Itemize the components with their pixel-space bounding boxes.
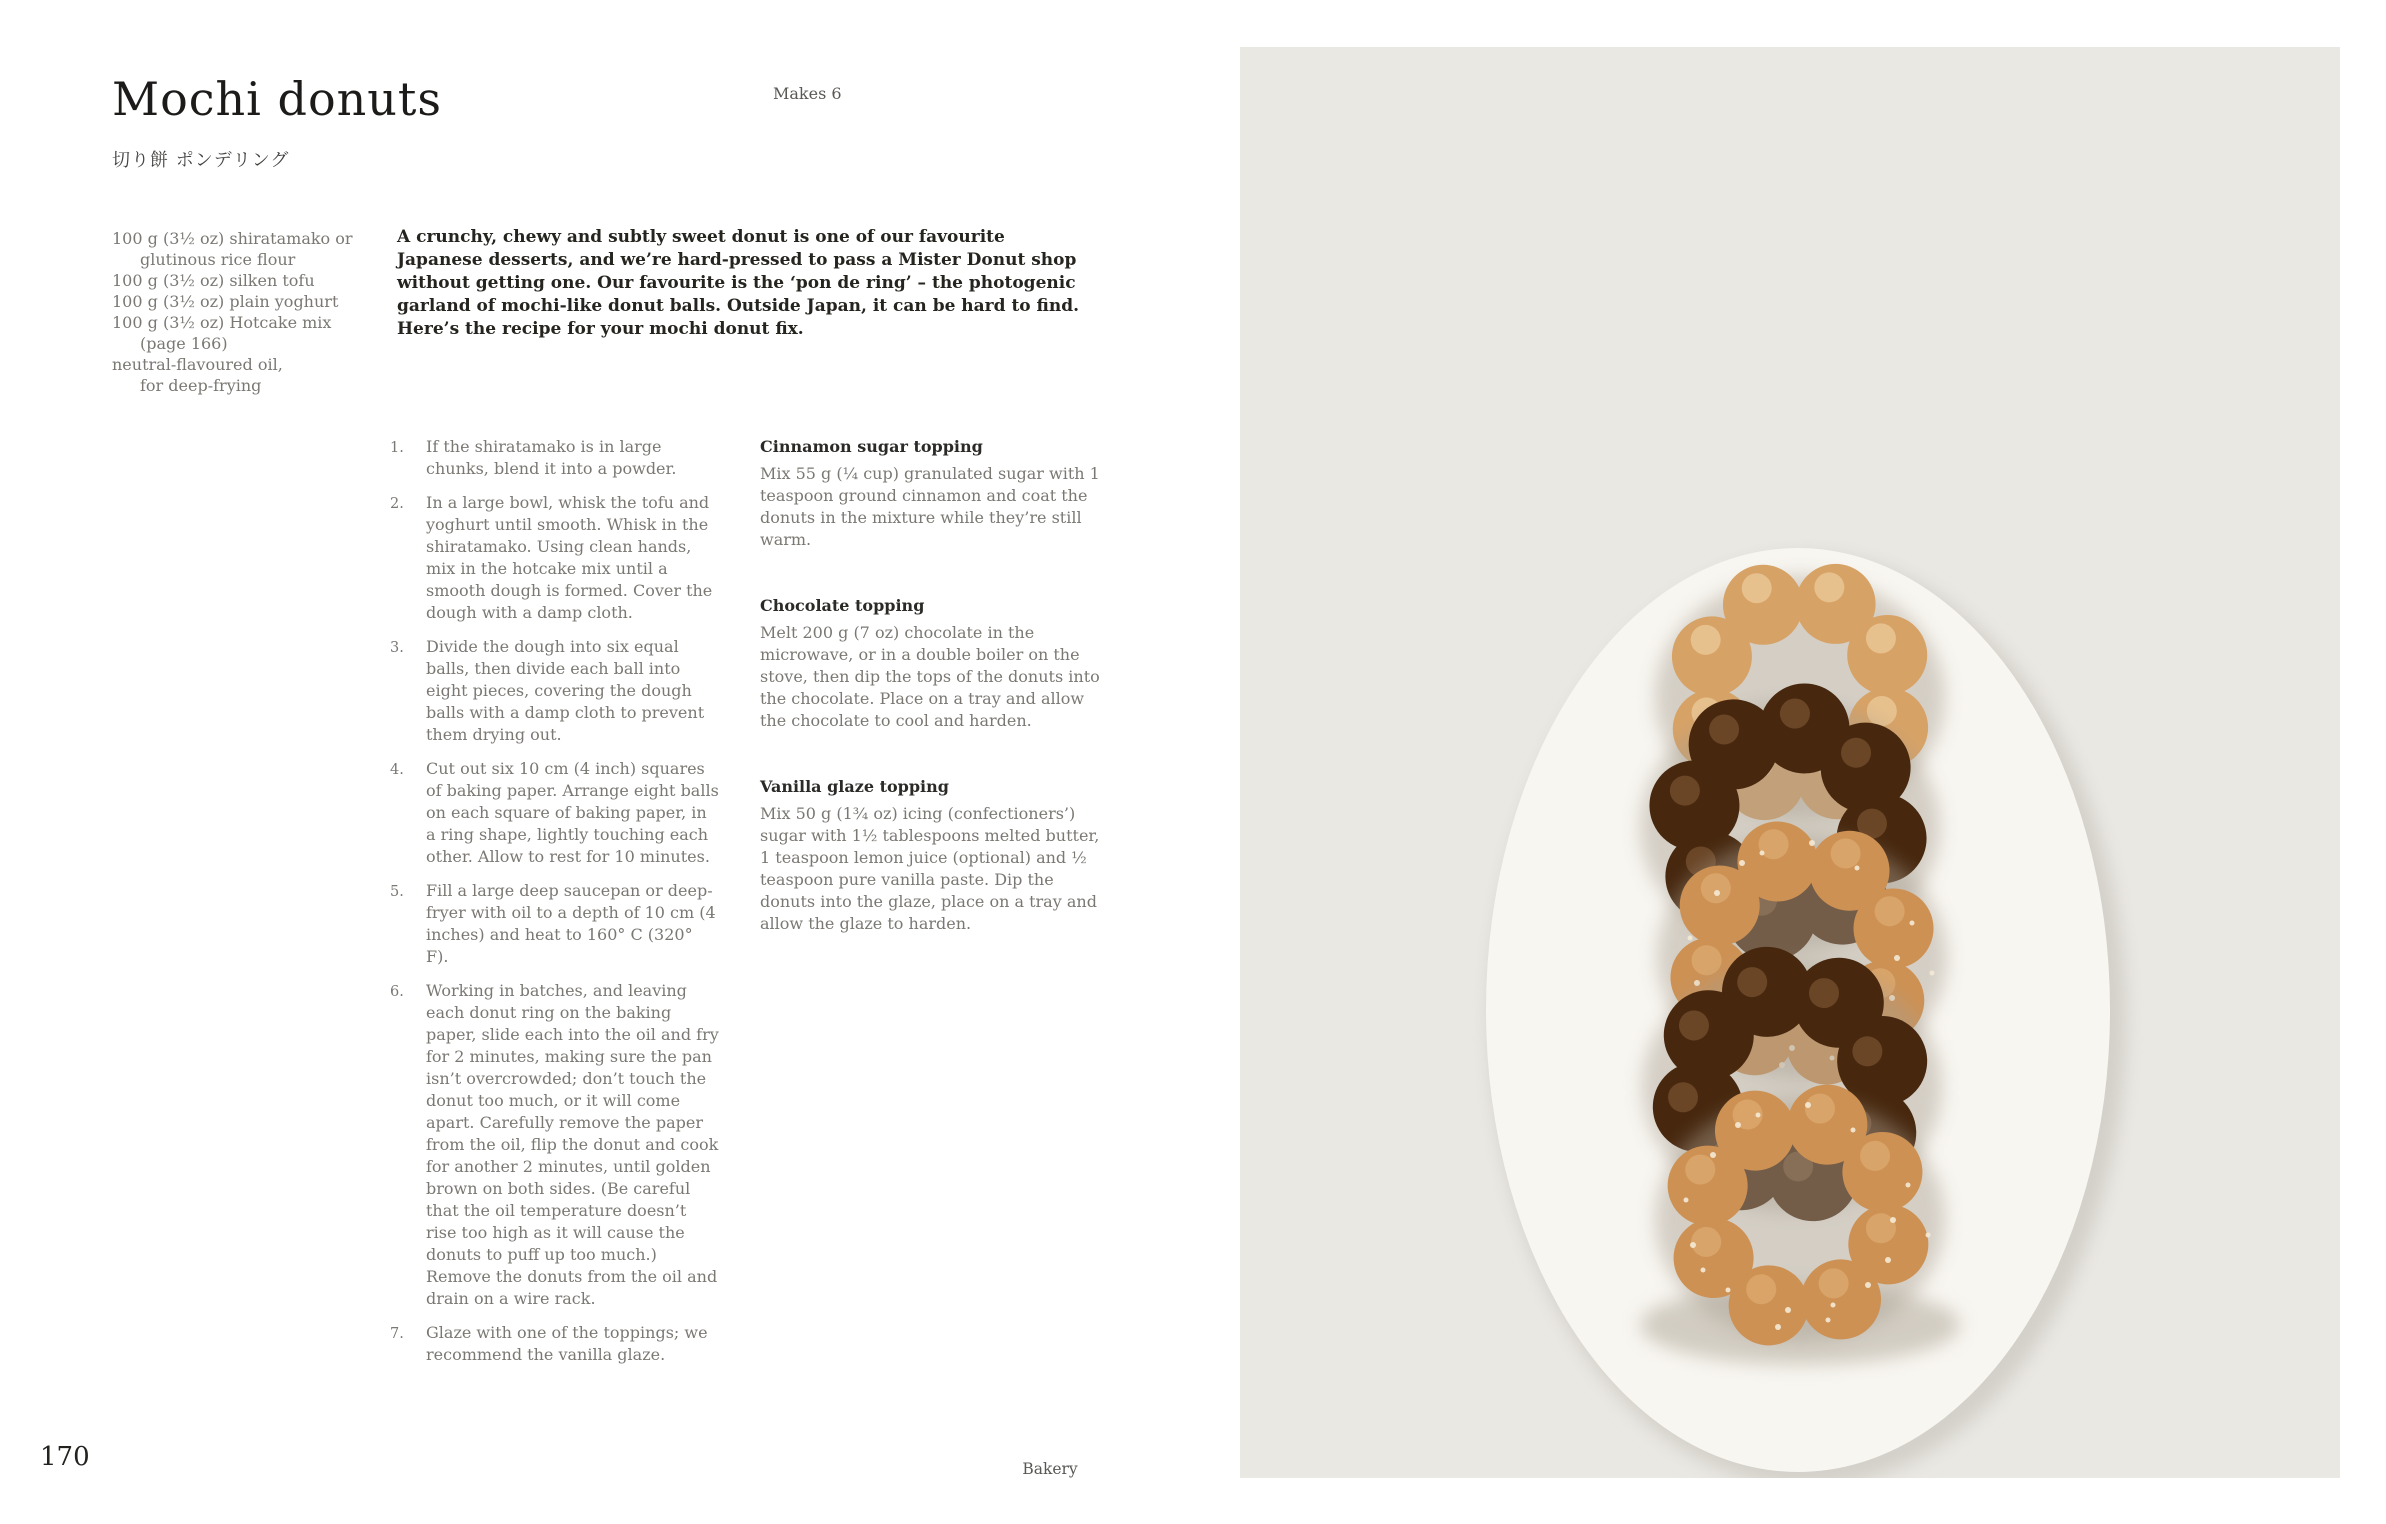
toppings-column xyxy=(760,436,1105,979)
step-text: Working in batches, and leaving each donut ring on the baking paper, slide each into the oil and fry for 2 minutes, making sure the pan isn’t overcrowded; don’t touch the donut too much, or it will come apart. Carefully remove the paper from the oil, flip the donut and cook for another 2 minutes, until golden brown on both sides. (Be careful that the oil temperature doesn’t rise too high as it will cause the donuts to puff up too much.) Remove the donuts from the oil and drain on a wire rack. xyxy=(426,981,719,1308)
step-text: In a large bowl, whisk the tofu and yoghurt until smooth. Whisk in the shiratamako. Using clean hands, mix in the hotcake mix until a smooth dough is formed. Cover the dough with a damp cloth. xyxy=(426,493,713,622)
step-number: 2. xyxy=(390,496,404,512)
recipe-step xyxy=(390,980,720,1310)
ingredient-line: 100 g (3½ oz) silken tofu xyxy=(112,271,315,290)
footer-section-label: Bakery xyxy=(1022,1460,1078,1478)
recipe-photo xyxy=(1240,47,2340,1478)
ingredient-line: neutral-flavoured oil, xyxy=(112,355,283,374)
recipe-title: Mochi donuts xyxy=(112,72,443,126)
ingredient-line: 100 g (3½ oz) plain yoghurt xyxy=(112,292,339,311)
step-text: Glaze with one of the toppings; we recommend the vanilla glaze. xyxy=(426,1323,708,1364)
ingredient-line: 100 g (3½ oz) Hotcake mix xyxy=(112,313,332,332)
step-number: 3. xyxy=(390,640,404,656)
ingredient-line: for deep-frying xyxy=(140,376,262,395)
step-number: 6. xyxy=(390,984,404,1000)
recipe-intro: A crunchy, chewy and subtly sweet donut is one of our favourite Japanese desserts, and we’re hard-pressed to pass a Mister Donut shop without getting one. Our favourite is the ‘pon de ring’ – the photogenic garland of mochi-like donut balls. Outside Japan, it can be hard to find. Here’s the recipe for your mochi donut fix. xyxy=(397,227,1080,339)
yield-note: Makes 6 xyxy=(773,84,842,103)
step-number: 5. xyxy=(390,884,404,900)
step-number: 4. xyxy=(390,762,404,778)
step-text: Cut out six 10 cm (4 inch) squares of baking paper. Arrange eight balls on each square of baking paper, in a ring shape, lightly touching each other. Allow to rest for 10 minutes. xyxy=(426,759,719,866)
recipe-step xyxy=(390,758,720,868)
step-text: Fill a large deep saucepan or deep-fryer with oil to a depth of 10 cm (4 inches) and heat to 160° C (320° F). xyxy=(426,881,716,966)
ingredients-list xyxy=(112,228,397,396)
page-number: 170 xyxy=(40,1442,90,1472)
recipe-step xyxy=(390,1322,720,1366)
recipe-step xyxy=(390,436,720,480)
ingredient-line: 100 g (3½ oz) shiratamako or xyxy=(112,229,353,248)
recipe-step xyxy=(390,636,720,746)
ingredient-line: (page 166) xyxy=(140,334,228,353)
topping-section xyxy=(760,595,1105,732)
method-steps xyxy=(390,436,720,1378)
recipe-step xyxy=(390,880,720,968)
step-text: If the shiratamako is in large chunks, blend it into a powder. xyxy=(426,437,677,478)
donut-photo-illustration xyxy=(1240,47,2340,1478)
topping-title: Vanilla glaze topping xyxy=(760,777,949,796)
recipe-step xyxy=(390,492,720,624)
step-number: 7. xyxy=(390,1326,404,1342)
ingredient-line: glutinous rice flour xyxy=(140,250,296,269)
topping-title: Cinnamon sugar topping xyxy=(760,437,983,456)
topping-body: Mix 55 g (¼ cup) granulated sugar with 1 teaspoon ground cinnamon and coat the donuts in the mixture while they’re still warm. xyxy=(760,464,1100,549)
topping-section xyxy=(760,436,1105,551)
step-number: 1. xyxy=(390,440,404,456)
topping-body: Mix 50 g (1¾ oz) icing (confectioners’) sugar with 1½ tablespoons melted butter, 1 teaspoon lemon juice (optional) and ½ teaspoon pure vanilla paste. Dip the donuts into the glaze, place on a tray and allow the glaze to harden. xyxy=(760,804,1100,933)
recipe-title-japanese: 切り餅 ポンデリング xyxy=(112,150,290,171)
topping-section xyxy=(760,776,1105,935)
topping-title: Chocolate topping xyxy=(760,596,925,615)
topping-body: Melt 200 g (7 oz) chocolate in the microwave, or in a double boiler on the stove, then dip the tops of the donuts into the chocolate. Place on a tray and allow the chocolate to cool and harden. xyxy=(760,623,1100,730)
step-text: Divide the dough into six equal balls, then divide each ball into eight pieces, covering the dough balls with a damp cloth to prevent them drying out. xyxy=(426,637,705,744)
